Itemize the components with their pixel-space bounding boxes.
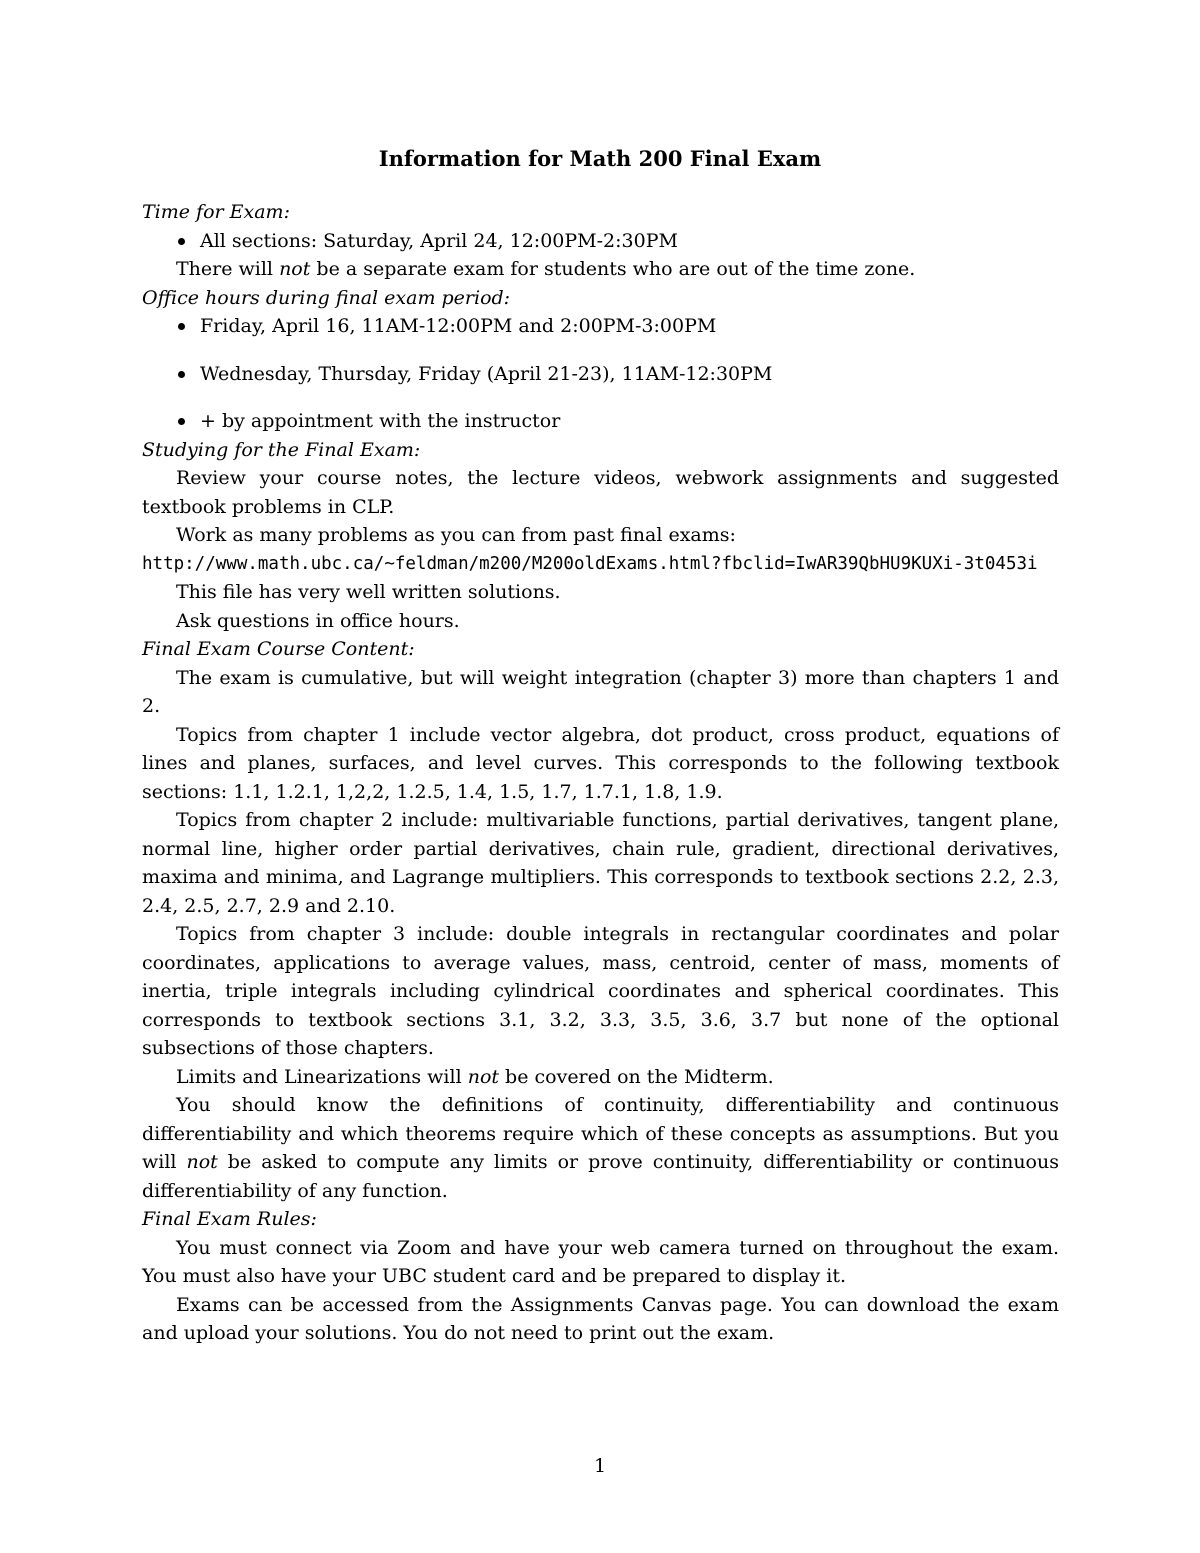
rules-heading: Final Exam Rules: <box>142 1208 317 1230</box>
content-chapter-1: Topics from chapter 1 include vector algebra, dot product, cross product, equations of lines and planes, surfaces, and level curves. This corresponds to the following textbook sections: 1.1, 1.2.1, 1,2,2, 1.2.5, 1.4, 1.5, 1.7, 1.7.1, 1.8, 1.9. <box>142 723 1059 803</box>
time-heading: Time for Exam: <box>142 201 290 223</box>
bullet-icon <box>178 323 185 330</box>
studying-review: Review your course notes, the lecture videos, webwork assignments and suggested textbook problems in CLP. <box>142 467 1059 518</box>
rules-zoom: You must connect via Zoom and have your web camera turned on throughout the exam. You must also have your UBC student card and be prepared to display it. <box>142 1236 1059 1287</box>
office-heading: Office hours during final exam period: <box>142 286 511 309</box>
studying-work: Work as many problems as you can from past final exams: <box>176 524 736 546</box>
emphasis: not <box>467 1065 500 1088</box>
past-exams-link[interactable]: http://www.math.ubc.ca/~feldman/m200/M200oldExams.html?fbclid=IwAR39QbHU9KUXi-3t0453i <box>142 553 1038 574</box>
content-limits: Limits and Linearizations will not be covered on the Midterm. <box>176 1065 774 1088</box>
office-list <box>142 312 1059 436</box>
list-item: Friday, April 16, 11AM-12:00PM and 2:00PM-3:00PM <box>142 312 1059 341</box>
list-item: All sections: Saturday, April 24, 12:00PM-2:30PM <box>142 227 1059 256</box>
page-title: Information for Math 200 Final Exam <box>378 146 822 171</box>
bullet-icon <box>178 238 185 245</box>
rules-canvas: Exams can be accessed from the Assignments Canvas page. You can download the exam and upload your solutions. You do not need to print out the exam. <box>142 1293 1059 1344</box>
content-chapter-3: Topics from chapter 3 include: double integrals in rectangular coordinates and polar coordinates, applications to average values, mass, centroid, center of mass, moments of inertia, triple integrals including cylindrical coordinates and spherical coordinates. This corresponds to textbook sections 3.1, 3.2, 3.3, 3.5, 3.6, 3.7 but none of the optional subsections of those chapters. <box>142 923 1059 1059</box>
bullet-icon <box>178 371 185 378</box>
document-body <box>142 198 1059 1348</box>
studying-ask: Ask questions in office hours. <box>176 609 460 632</box>
content-heading: Final Exam Course Content: <box>142 638 415 660</box>
list-item: Wednesday, Thursday, Friday (April 21-23), 11AM-12:30PM <box>142 360 1059 389</box>
content-cumulative: The exam is cumulative, but will weight integration (chapter 3) more than chapters 1 and 2. <box>142 666 1059 717</box>
list-item: + by appointment with the instructor <box>142 407 1059 436</box>
emphasis: not <box>186 1151 218 1173</box>
bullet-icon <box>178 418 185 425</box>
studying-heading: Studying for the Final Exam: <box>142 438 421 461</box>
content-chapter-2: Topics from chapter 2 include: multivariable functions, partial derivatives, tangent plane, normal line, higher order partial derivatives, chain rule, gradient, directional derivatives, maxima and minima, and Lagrange multipliers. This corresponds to textbook sections 2.2, 2.3, 2.4, 2.5, 2.7, 2.9 and 2.10. <box>142 809 1059 917</box>
time-list <box>142 227 1059 256</box>
studying-solutions: This file has very well written solutions. <box>176 581 561 603</box>
content-know: You should know the definitions of continuity, differentiability and continuous differentiability and which theorems require which of these concepts as assumptions. But you will not be asked to compute any limits or prove continuity, differentiability or continuous differentiability of any function. <box>142 1094 1059 1202</box>
emphasis: not <box>279 258 311 280</box>
page-number: 1 <box>593 1455 607 1477</box>
timezone-note: There will not be a separate exam for students who are out of the time zone. <box>176 258 916 280</box>
